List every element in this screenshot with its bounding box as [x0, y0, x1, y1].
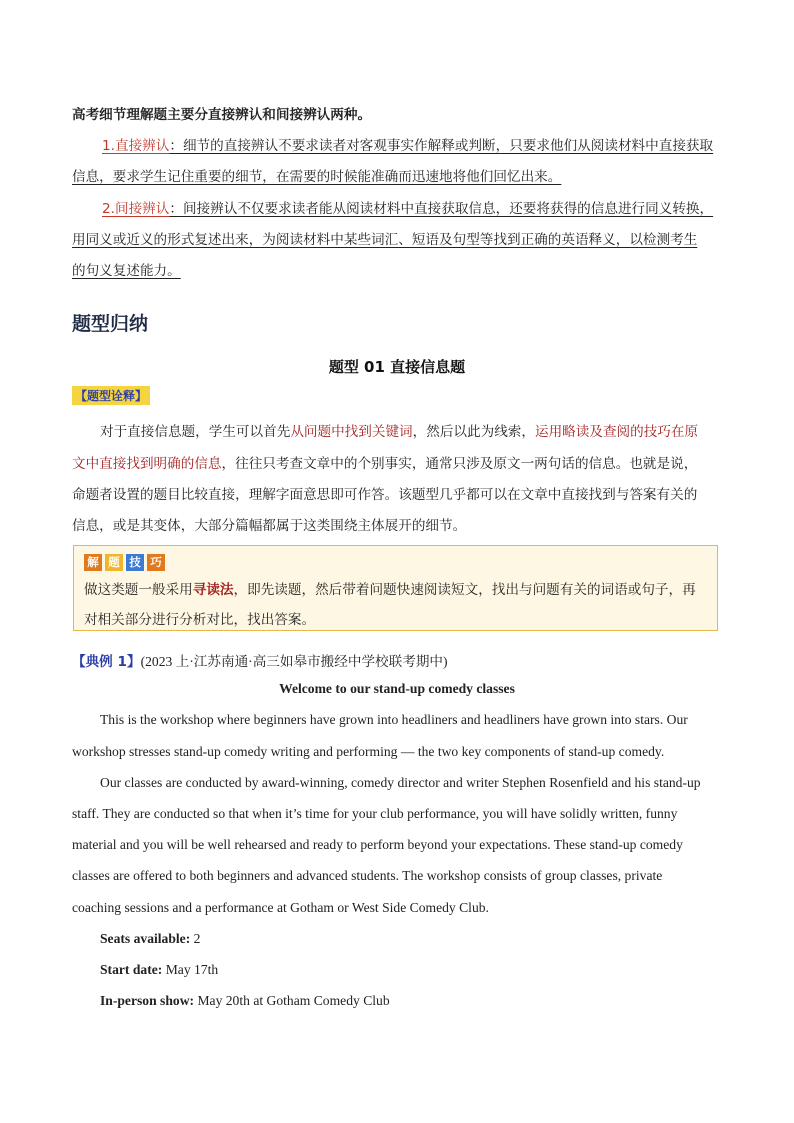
tips-badge-char-2: 题	[105, 554, 123, 571]
passage-p1-line-1: This is the workshop where beginners have grown into headliners and headliners have grown into stars. Our	[100, 712, 688, 727]
tips-badge-char-1: 解	[84, 554, 102, 571]
explain-line-3: 命题者设置的题目比较直接，理解字面意思即可作答。该题型几乎都可以在文章中直接找到与答案有关的	[72, 487, 698, 503]
passage-p2-line-4: classes are offered to both beginners and advanced students. The workshop consists of group classes, private	[72, 868, 663, 883]
tip-line-2: 对相关部分进行分析对比，找出答案。	[84, 612, 316, 628]
tip-l1-a: 做这类题一般采用	[84, 582, 193, 598]
start-value: May 17th	[162, 962, 219, 977]
example-source: (2023 上·江苏南通·高三如皋市搬经中学校联考期中)	[140, 654, 448, 669]
passage-p2-line-2: staff. They are conducted so that when it’s time for your club performance, you will have solidly written, funny	[72, 806, 678, 821]
seats-value: 2	[190, 931, 201, 946]
type-title: 题型 01 直接信息题	[328, 358, 466, 376]
explain-line-1	[100, 420, 698, 440]
solving-tips-badge	[84, 554, 165, 571]
explain-l1-b: 从问题中找到关键词	[290, 424, 413, 440]
passage-p1-line-2: workshop stresses stand-up comedy writing and performing — the two key components of stand-up comedy.	[72, 744, 665, 759]
explain-l1-d: 运用略读及查阅的技巧在原	[535, 424, 699, 440]
tips-badge-char-3: 技	[126, 554, 144, 571]
intro-summary: 高考细节理解题主要分直接辨认和间接辨认两种。	[72, 107, 372, 123]
direct-recognition-line-1	[102, 134, 713, 154]
explain-line-4: 信息，或是其变体，大部分篇幅都属于这类围绕主体展开的细节。	[72, 518, 467, 534]
indirect-recognition-line-1	[102, 197, 713, 217]
indirect-recognition-line-3: 的句义复述能力。	[72, 263, 181, 279]
start-label: Start date:	[100, 962, 163, 977]
tip-l1-c: ，即先读题，然后带着问题快速阅读短文，找出与问题有关的词语或句子，再	[233, 582, 696, 598]
direct-label: 1.直接辨认	[102, 138, 170, 154]
seats-available	[100, 931, 200, 947]
tips-badge-char-4: 巧	[147, 554, 165, 571]
in-person-show	[100, 993, 390, 1009]
explain-l2-b: ，往往只考查文章中的个别事实，通常只涉及原文一两句话的信息。也就是说，	[221, 456, 698, 472]
start-date	[100, 962, 218, 978]
seats-label: Seats available:	[100, 931, 191, 946]
direct-recognition-line-2: 信息，要求学生记住重要的细节，在需要的时候能准确而迅速地将他们回忆出来。	[72, 169, 562, 185]
example-header	[72, 650, 448, 670]
explain-l2-a: 文中直接找到明确的信息	[72, 456, 222, 472]
indirect-label: 2.间接辨认	[102, 201, 170, 217]
explain-l1-c: ，然后以此为线索，	[412, 424, 535, 440]
indirect-text-1: ：间接辨认不仅要求读者能从阅读材料中直接获取信息，还要将获得的信息进行同义转换，	[169, 201, 714, 217]
solving-tips-box	[73, 545, 718, 631]
passage-title: Welcome to our stand-up comedy classes	[279, 681, 515, 696]
explain-l1-a: 对于直接信息题，学生可以首先	[100, 424, 291, 440]
direct-text-1: ：细节的直接辨认不要求读者对客观事实作解释或判断，只要求他们从阅读材料中直接获取	[169, 138, 714, 154]
example-label: 【典例 1】	[72, 654, 141, 670]
passage-p2-line-5: coaching sessions and a performance at Gotham or West Side Comedy Club.	[72, 900, 489, 915]
show-label: In-person show:	[100, 993, 195, 1008]
show-value: May 20th at Gotham Comedy Club	[194, 993, 390, 1008]
explain-line-2	[72, 452, 697, 472]
indirect-recognition-line-2: 用同义或近义的形式复述出来，为阅读材料中某些词汇、短语及句型等找到正确的英语释义，以检测考生	[72, 232, 698, 248]
type-explanation-tag: 【题型诠释】	[72, 386, 150, 405]
passage-p2-line-1: Our classes are conducted by award-winning, comedy director and writer Stephen Rosenfield and his stand-up	[100, 775, 701, 790]
passage-p2-line-3: material and you will be well rehearsed and ready to perform beyond your expectations. These stand-up comedy	[72, 837, 683, 852]
tip-line-1	[84, 578, 696, 598]
tip-l1-b: 寻读法	[192, 582, 234, 598]
section-title: 题型归纳	[72, 313, 149, 335]
